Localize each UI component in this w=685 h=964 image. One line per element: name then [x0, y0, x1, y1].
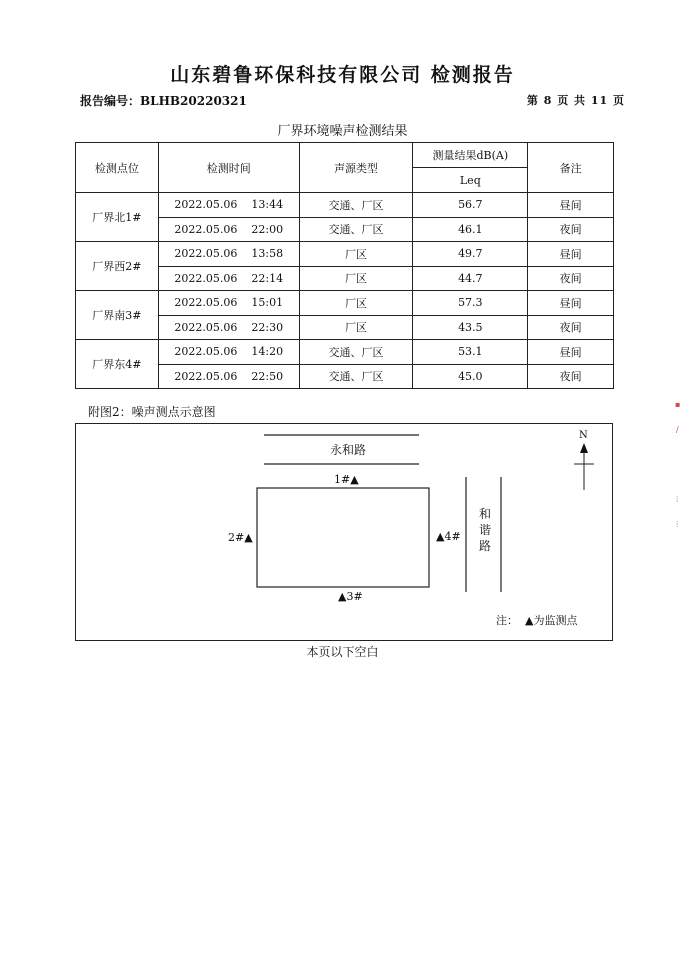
cell-time: 2022.05.06 22:30 [158, 315, 299, 340]
cell-remark: 昼间 [528, 291, 614, 316]
cell-time: 2022.05.06 15:01 [158, 291, 299, 316]
cell-source: 交通、厂区 [299, 364, 413, 389]
stamp-trace-mark: / [676, 425, 679, 434]
header-leq: Leq [413, 168, 528, 193]
cell-remark: 昼间 [528, 340, 614, 365]
cell-source: 交通、厂区 [299, 193, 413, 218]
report-company-title: 山东碧鲁环保科技有限公司 检测报告 [170, 64, 515, 86]
cell-source: 厂区 [299, 266, 413, 291]
cell-time: 2022.05.06 22:00 [158, 217, 299, 242]
cell-value: 43.5 [413, 315, 528, 340]
factory-boundary [257, 488, 429, 587]
stamp-trace-mark: ⁞ [676, 495, 679, 504]
report-number: 报告编号：BLHB20220321 [80, 94, 247, 108]
noise-results-table [75, 142, 614, 389]
section-title: 厂界环境噪声检测结果 [277, 124, 408, 139]
header-remark: 备注 [528, 143, 614, 193]
cell-value: 49.7 [413, 242, 528, 267]
cell-remark: 夜间 [528, 315, 614, 340]
header-source: 声源类型 [299, 143, 413, 193]
table-header-row [76, 143, 614, 168]
cell-source: 厂区 [299, 291, 413, 316]
road-right-char: 和 [479, 507, 492, 521]
cell-time: 2022.05.06 13:44 [158, 193, 299, 218]
monitor-point-4: ▲4# [436, 530, 461, 543]
cell-remark: 昼间 [528, 242, 614, 267]
road-top-label: 永和路 [330, 443, 367, 457]
cell-value: 45.0 [413, 364, 528, 389]
header-time: 检测时间 [158, 143, 299, 193]
stamp-trace-mark: ▪ [675, 400, 681, 409]
table-row [76, 291, 614, 316]
cell-remark: 夜间 [528, 217, 614, 242]
cell-source: 交通、厂区 [299, 217, 413, 242]
north-label: N [579, 430, 588, 441]
cell-point: 厂界西2# [76, 242, 159, 291]
cell-source: 交通、厂区 [299, 340, 413, 365]
diagram-note: 注： ▲为监测点 [496, 614, 578, 627]
north-arrow-head-icon [580, 443, 588, 453]
table-row [76, 193, 614, 218]
header-result: 测量结果dB(A) [413, 143, 528, 168]
stamp-trace-mark: ⁞ [676, 520, 679, 529]
cell-point: 厂界南3# [76, 291, 159, 340]
cell-remark: 夜间 [528, 266, 614, 291]
table-row [76, 242, 614, 267]
cell-value: 56.7 [413, 193, 528, 218]
monitor-point-1: 1#▲ [334, 473, 359, 486]
cell-point: 厂界北1# [76, 193, 159, 242]
cell-source: 厂区 [299, 315, 413, 340]
monitor-point-3: ▲3# [338, 590, 363, 603]
cell-time: 2022.05.06 22:14 [158, 266, 299, 291]
cell-value: 46.1 [413, 217, 528, 242]
cell-remark: 夜间 [528, 364, 614, 389]
road-right-char: 路 [479, 539, 492, 553]
cell-value: 53.1 [413, 340, 528, 365]
road-right-char: 谐 [479, 523, 492, 537]
blank-below-notice: 本页以下空白 [306, 645, 379, 659]
figure-caption: 附图2：噪声测点示意图 [88, 405, 216, 419]
cell-time: 2022.05.06 22:50 [158, 364, 299, 389]
cell-source: 厂区 [299, 242, 413, 267]
cell-time: 2022.05.06 14:20 [158, 340, 299, 365]
cell-time: 2022.05.06 13:58 [158, 242, 299, 267]
cell-remark: 昼间 [528, 193, 614, 218]
header-point: 检测点位 [76, 143, 159, 193]
road-right-label [479, 506, 491, 554]
cell-value: 44.7 [413, 266, 528, 291]
page-indicator: 第 8 页 共 11 页 [526, 94, 625, 107]
table-row [76, 340, 614, 365]
monitor-point-2: 2#▲ [228, 531, 253, 544]
cell-value: 57.3 [413, 291, 528, 316]
cell-point: 厂界东4# [76, 340, 159, 389]
noise-point-diagram [75, 423, 613, 641]
